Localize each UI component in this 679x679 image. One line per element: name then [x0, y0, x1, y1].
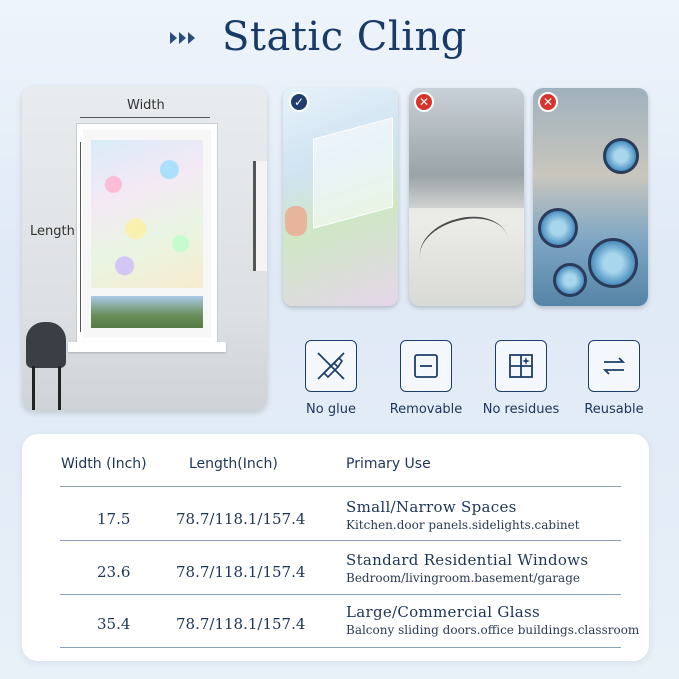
row-1-use-detail: Kitchen.door panels.sidelights.cabinet [346, 518, 580, 532]
row-2-use-title: Standard Residential Windows [346, 551, 589, 569]
size-table [22, 434, 649, 661]
length-arrow [80, 142, 81, 332]
row-2-width: 23.6 [97, 563, 131, 581]
width-arrow [80, 117, 210, 118]
hand [285, 206, 307, 236]
row-1-width: 17.5 [97, 510, 131, 528]
length-label: Length [30, 224, 75, 239]
cross-icon: ✕ [538, 92, 558, 112]
adhesive-film-photo-1 [409, 88, 524, 306]
flower-pattern [553, 263, 587, 297]
table-divider [60, 647, 621, 648]
static-cling-photo [283, 88, 398, 306]
table-divider [60, 540, 621, 541]
no-glue-icon [305, 340, 357, 392]
rainbow-film-glass [91, 140, 203, 288]
row-3-use-detail: Balcony sliding doors.office buildings.classroom [346, 623, 640, 637]
reusable-icon [588, 340, 640, 392]
outdoor-view [91, 296, 203, 328]
page-title: Static Cling [222, 14, 467, 60]
flower-pattern [603, 138, 639, 174]
row-2-use-detail: Bedroom/livingroom.basement/garage [346, 571, 580, 585]
feature-reusable [569, 340, 659, 417]
title-row [0, 10, 679, 70]
chevrons-icon [170, 32, 195, 44]
feature-no-residues [476, 340, 566, 417]
row-1-length: 78.7/118.1/157.4 [176, 510, 306, 528]
feature-label: Removable [389, 402, 463, 417]
header-use: Primary Use [346, 456, 431, 472]
row-1-use-title: Small/Narrow Spaces [346, 498, 517, 516]
row-3-use-title: Large/Commercial Glass [346, 603, 541, 621]
feature-label: No residues [482, 402, 560, 417]
wall-picture-frame [253, 161, 267, 271]
feature-label: Reusable [584, 402, 644, 417]
window-measurement-photo [22, 86, 267, 411]
removable-icon [400, 340, 452, 392]
table-divider [60, 486, 621, 487]
flower-pattern [588, 238, 638, 288]
width-label: Width [127, 98, 165, 113]
window-frame [77, 124, 217, 344]
table-divider [60, 594, 621, 595]
feature-label: No glue [306, 402, 356, 417]
header-width: Width (Inch) [61, 456, 147, 472]
chair-image [22, 322, 72, 411]
row-3-length: 78.7/118.1/157.4 [176, 615, 306, 633]
flower-pattern [538, 208, 578, 248]
feature-no-glue [286, 340, 376, 417]
feature-removable [381, 340, 471, 417]
row-2-length: 78.7/118.1/157.4 [176, 563, 306, 581]
window-sill [68, 342, 226, 352]
row-3-width: 35.4 [97, 615, 131, 633]
peeling-film [313, 117, 393, 228]
adhesive-film-photo-2 [533, 88, 648, 306]
no-residues-icon [495, 340, 547, 392]
header-length: Length(Inch) [189, 456, 278, 472]
check-icon: ✓ [289, 92, 309, 112]
cross-icon: ✕ [414, 92, 434, 112]
